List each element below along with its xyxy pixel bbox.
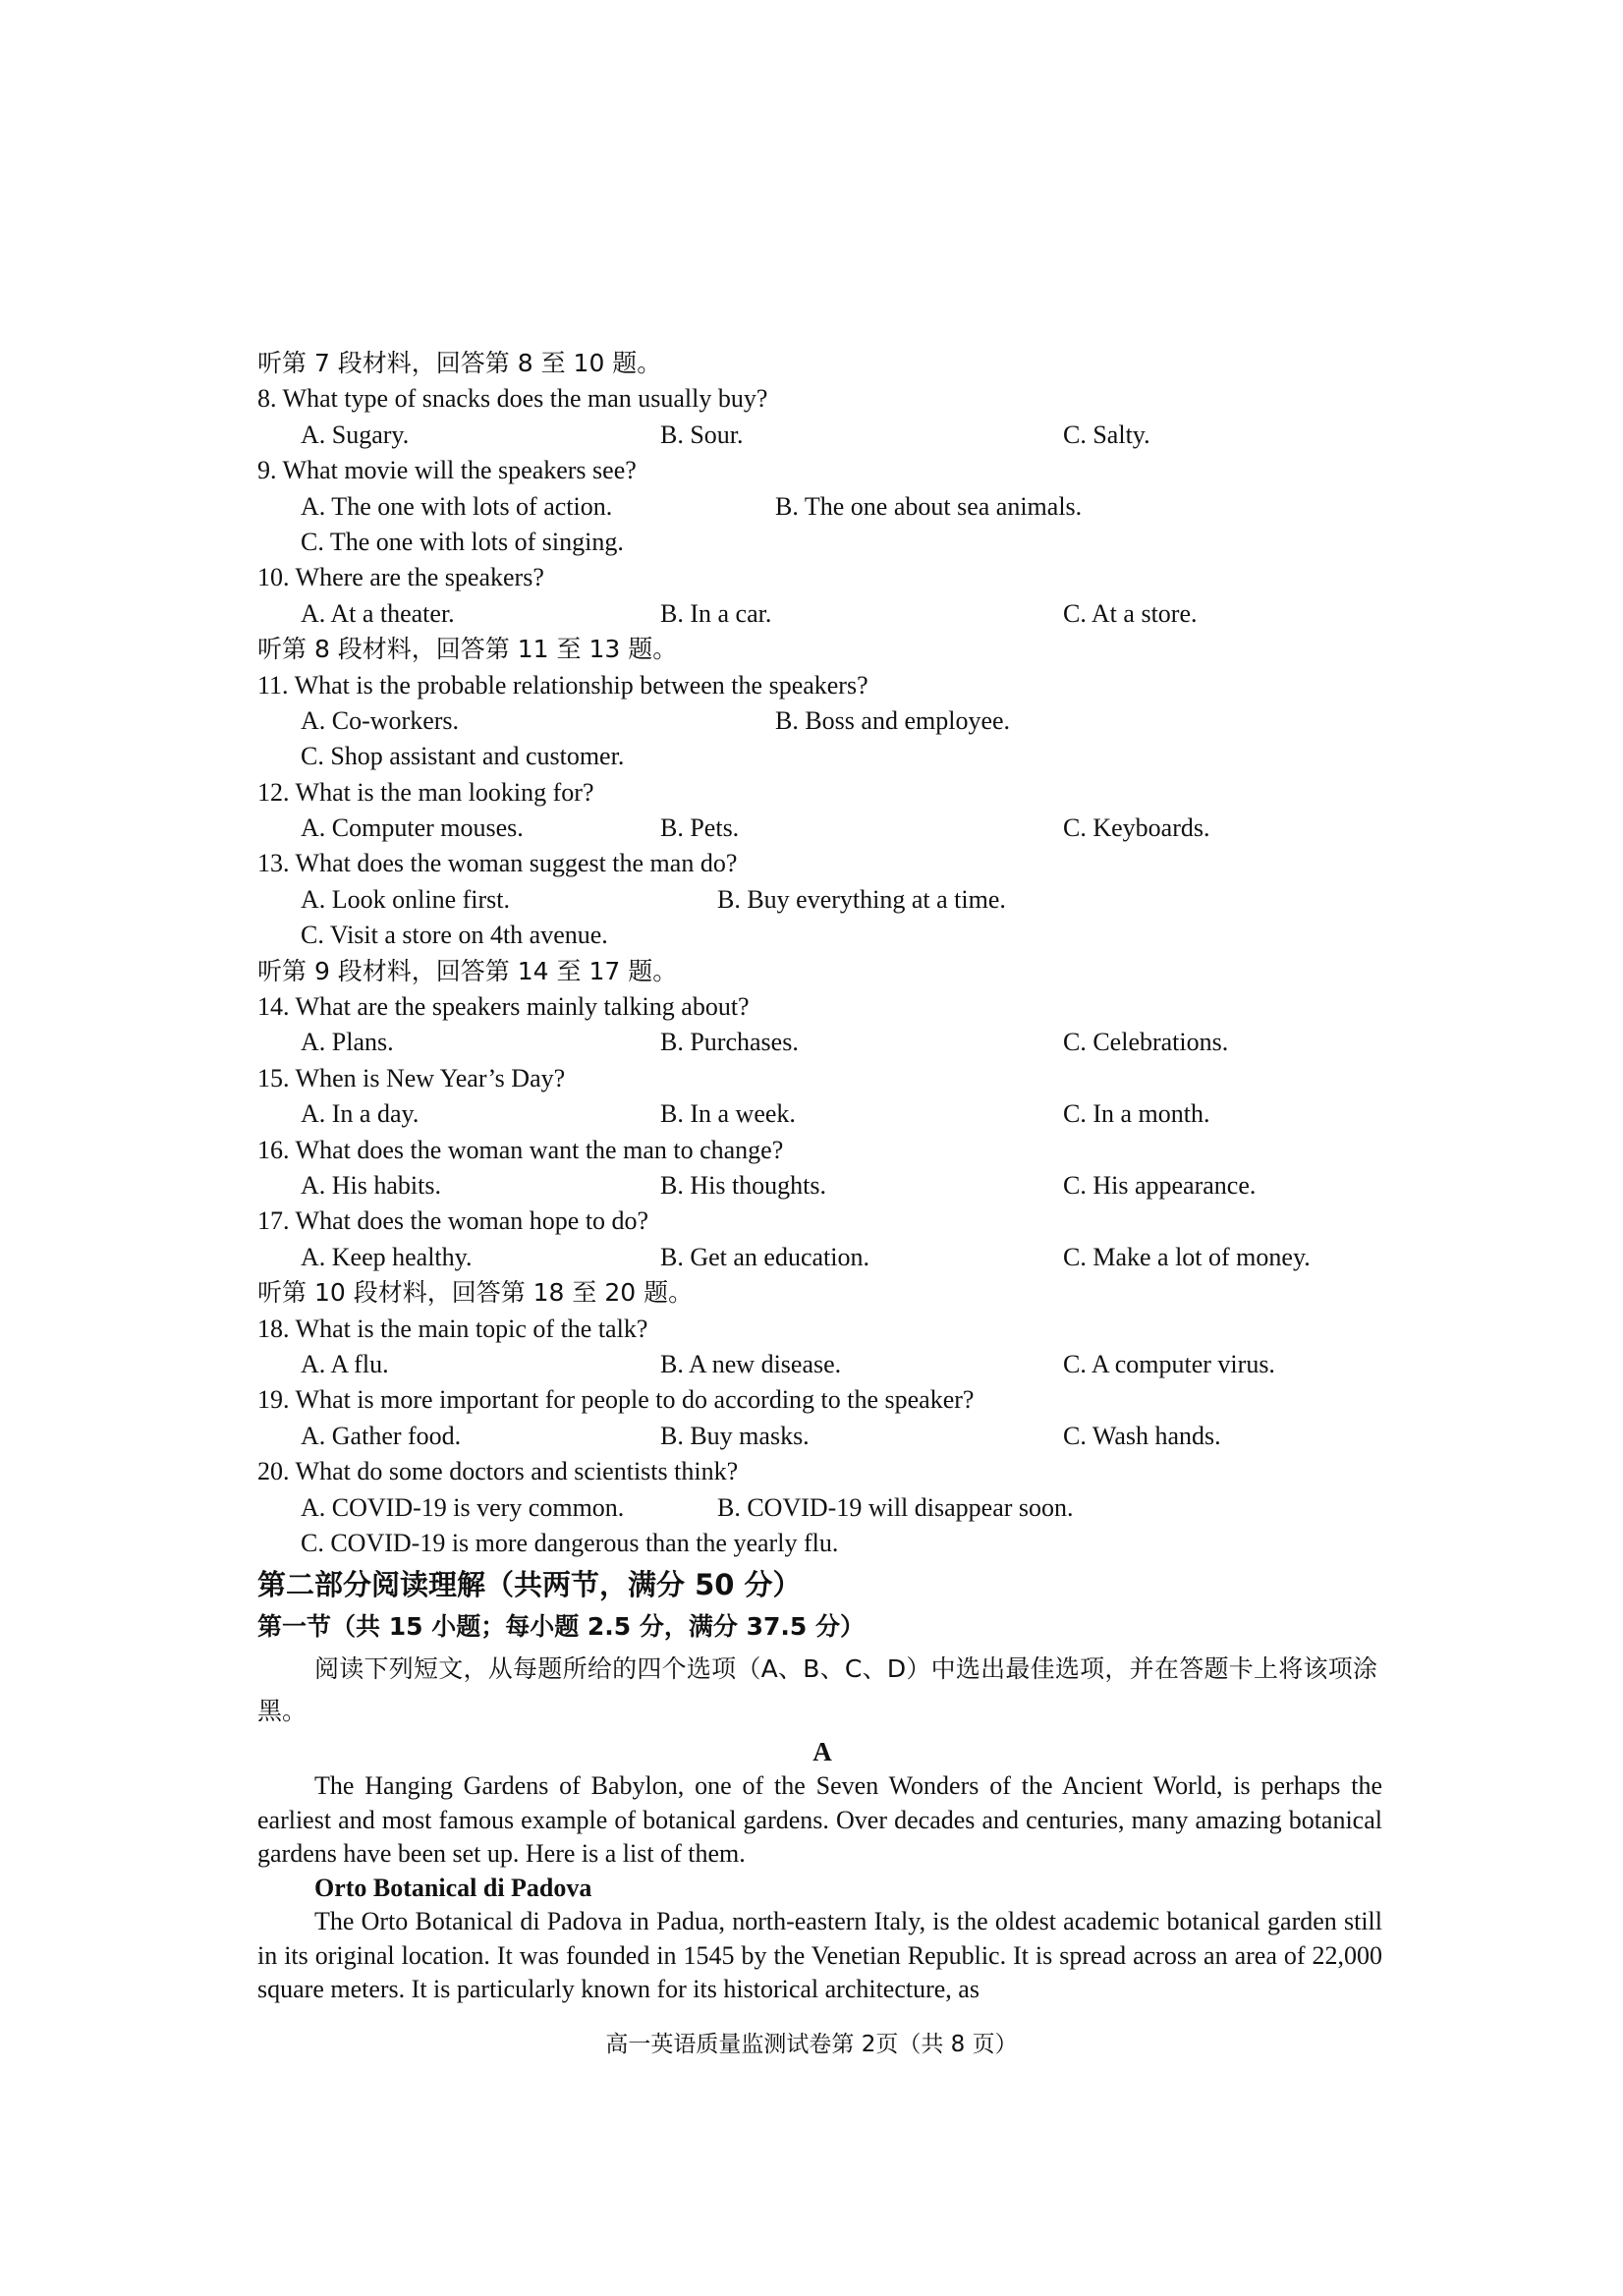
option-c: C. The one with lots of singing. bbox=[301, 527, 624, 556]
option-b: B. Boss and employee. bbox=[775, 705, 1011, 735]
options-row bbox=[257, 1240, 1387, 1275]
option-c: C. At a store. bbox=[1063, 598, 1198, 628]
instructions: 阅读下列短文，从每题所给的四个选项（A、B、C、D）中选出最佳选项，并在答题卡上将该项涂黑。 bbox=[257, 1654, 1377, 1726]
question-9: 9. What movie will the speakers see? bbox=[257, 456, 637, 485]
option-b: B. His thoughts. bbox=[660, 1170, 827, 1200]
option-c: C. COVID-19 is more dangerous than the yearly flu. bbox=[301, 1528, 839, 1557]
options-row bbox=[257, 1419, 1387, 1454]
option-a: A. Gather food. bbox=[301, 1421, 462, 1450]
option-a: A. COVID-19 is very common. bbox=[301, 1492, 625, 1522]
page-footer: 高一英语质量监测试卷第 2页（共 8 页） bbox=[605, 2032, 1018, 2057]
question-13: 13. What does the woman suggest the man do? bbox=[257, 849, 738, 878]
question-10: 10. Where are the speakers? bbox=[257, 563, 544, 592]
options-row bbox=[257, 596, 1387, 632]
options-row bbox=[257, 811, 1387, 846]
option-b: B. In a week. bbox=[660, 1099, 796, 1129]
question-11: 11. What is the probable relationship between the speakers? bbox=[257, 670, 868, 700]
question-15: 15. When is New Year’s Day? bbox=[257, 1063, 566, 1092]
option-b: B. Sour. bbox=[660, 420, 744, 449]
option-a: A. Co-workers. bbox=[301, 705, 460, 735]
option-b: B. Buy masks. bbox=[660, 1421, 810, 1450]
question-16: 16. What does the woman want the man to change? bbox=[257, 1135, 784, 1164]
option-c: C. In a month. bbox=[1063, 1099, 1210, 1129]
question-8: 8. What type of snacks does the man usually buy? bbox=[257, 384, 768, 414]
option-a: A. Sugary. bbox=[301, 420, 410, 449]
listening-section-header: 听第 8 段材料，回答第 11 至 13 题。 bbox=[257, 635, 678, 664]
listening-section-header: 听第 9 段材料，回答第 14 至 17 题。 bbox=[257, 956, 678, 985]
listening-section-header: 听第 10 段材料，回答第 18 至 20 题。 bbox=[257, 1278, 694, 1308]
option-c: C. Celebrations. bbox=[1063, 1028, 1229, 1057]
options-row bbox=[257, 1490, 1387, 1526]
passage-label: A bbox=[812, 1737, 832, 1767]
option-b: B. Pets. bbox=[660, 813, 740, 843]
options-row bbox=[257, 1526, 1387, 1561]
option-b: B. In a car. bbox=[660, 598, 772, 628]
option-b: B. Purchases. bbox=[660, 1028, 799, 1057]
option-c: C. Make a lot of money. bbox=[1063, 1242, 1311, 1271]
option-c: C. A computer virus. bbox=[1063, 1349, 1275, 1378]
options-row bbox=[257, 918, 1387, 953]
option-c: C. Wash hands. bbox=[1063, 1421, 1221, 1450]
exam-page-content bbox=[257, 346, 1387, 2007]
section-title: 第一节（共 15 小题；每小题 2.5 分，满分 37.5 分） bbox=[257, 1612, 865, 1642]
option-b: B. The one about sea animals. bbox=[775, 491, 1083, 521]
options-row bbox=[257, 525, 1387, 560]
question-19: 19. What is more important for people to do according to the speaker? bbox=[257, 1385, 975, 1415]
option-c: C. Keyboards. bbox=[1063, 813, 1210, 843]
passage-body-paragraph: The Orto Botanical di Padova in Padua, north-eastern Italy, is the oldest academic botanical garden still in its original location. It was founded in 1545 by the Venetian Republic. It is spread across an area of 22,000 square meters. It is particularly known for its historical architecture, as bbox=[257, 1907, 1382, 2004]
option-b: B. Buy everything at a time. bbox=[717, 884, 1006, 914]
options-row bbox=[257, 418, 1387, 453]
option-b: B. Get an education. bbox=[660, 1242, 869, 1271]
option-a: A. His habits. bbox=[301, 1170, 441, 1200]
passage-subheading: Orto Botanical di Padova bbox=[314, 1873, 592, 1902]
options-row bbox=[257, 1168, 1387, 1204]
option-b: B. A new disease. bbox=[660, 1349, 842, 1378]
option-c: C. Shop assistant and customer. bbox=[301, 742, 625, 771]
part-title: 第二部分阅读理解（共两节，满分 50 分） bbox=[257, 1568, 802, 1602]
option-c: C. Salty. bbox=[1063, 420, 1150, 449]
listening-section-header: 听第 7 段材料，回答第 8 至 10 题。 bbox=[257, 349, 662, 377]
options-row bbox=[257, 882, 1387, 918]
option-c: C. His appearance. bbox=[1063, 1170, 1257, 1200]
option-a: A. Keep healthy. bbox=[301, 1242, 473, 1271]
options-row bbox=[257, 489, 1387, 525]
question-20: 20. What do some doctors and scientists think? bbox=[257, 1457, 739, 1486]
question-14: 14. What are the speakers mainly talking about? bbox=[257, 992, 750, 1022]
options-row bbox=[257, 1347, 1387, 1382]
option-a: A. Plans. bbox=[301, 1028, 394, 1057]
option-a: A. The one with lots of action. bbox=[301, 491, 613, 521]
question-12: 12. What is the man looking for? bbox=[257, 777, 594, 807]
passage-intro-paragraph: The Hanging Gardens of Babylon, one of the Seven Wonders of the Ancient World, is perhaps the earliest and most famous example of botanical gardens. Over decades and centuries, many amazing botanical gardens have been set up. Here is a list of them. bbox=[257, 1771, 1382, 1869]
option-a: A. Look online first. bbox=[301, 884, 511, 914]
question-17: 17. What does the woman hope to do? bbox=[257, 1206, 649, 1236]
option-a: A. A flu. bbox=[301, 1349, 389, 1378]
options-row bbox=[257, 703, 1387, 739]
options-row bbox=[257, 1096, 1387, 1132]
option-c: C. Visit a store on 4th avenue. bbox=[301, 921, 608, 950]
options-row bbox=[257, 1025, 1387, 1060]
question-18: 18. What is the main topic of the talk? bbox=[257, 1314, 648, 1343]
option-b: B. COVID-19 will disappear soon. bbox=[717, 1492, 1074, 1522]
options-row bbox=[257, 739, 1387, 774]
option-a: A. At a theater. bbox=[301, 598, 455, 628]
option-a: A. In a day. bbox=[301, 1099, 420, 1129]
option-a: A. Computer mouses. bbox=[301, 813, 524, 843]
